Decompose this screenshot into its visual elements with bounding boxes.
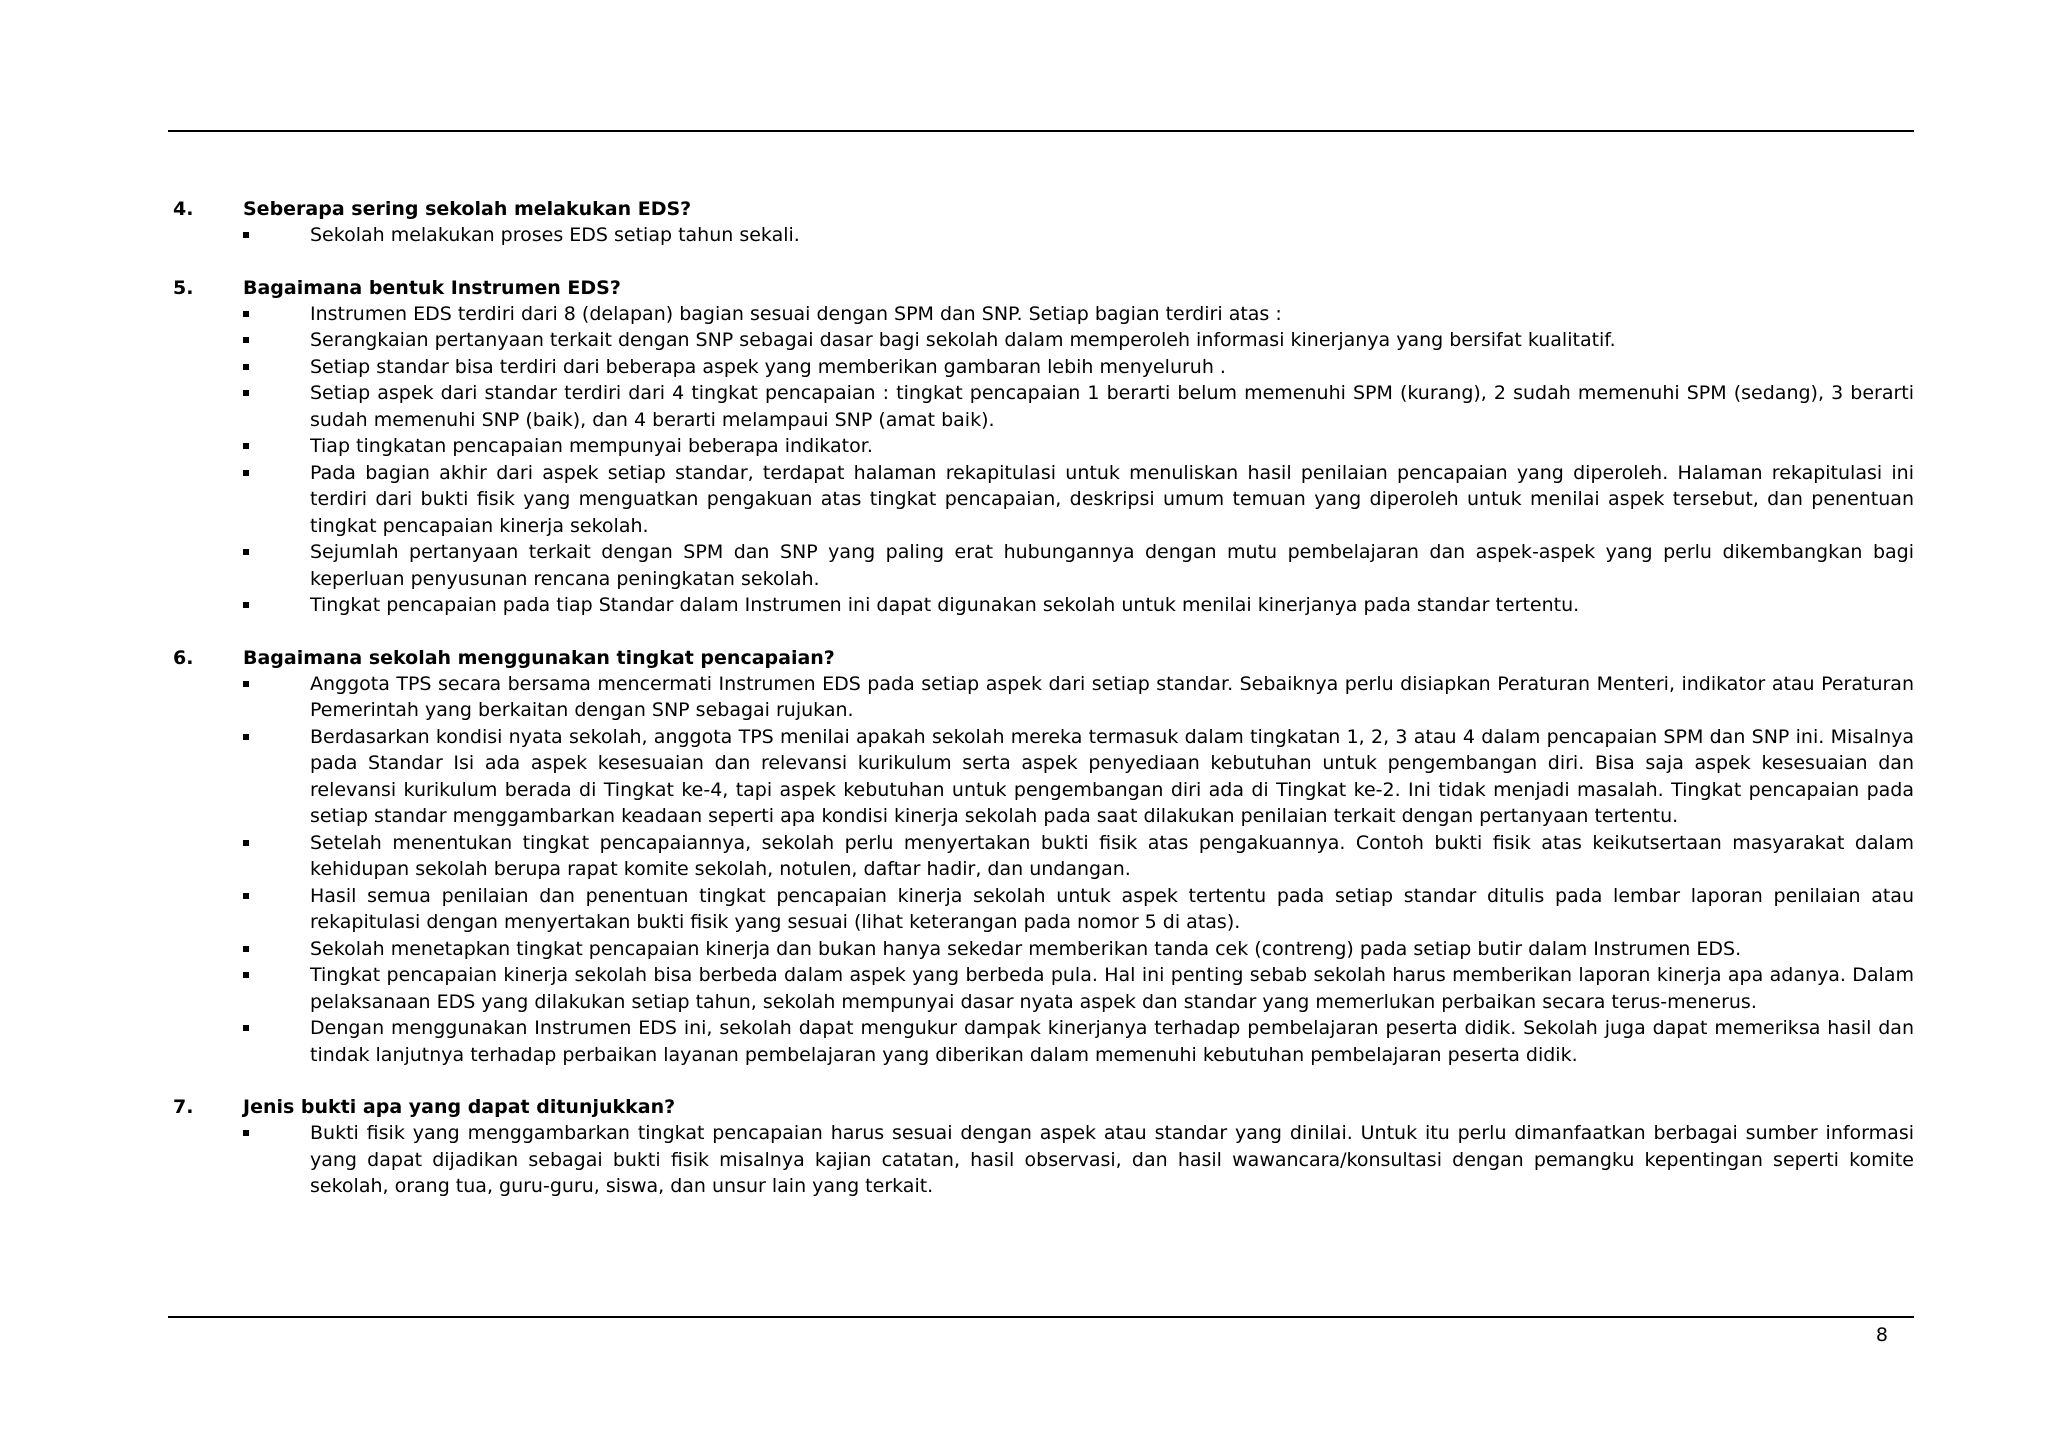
- question-heading: [168, 645, 1914, 671]
- list-item: [168, 962, 1914, 1015]
- square-bullet-icon: [168, 460, 310, 487]
- answer-list: [168, 301, 1914, 619]
- list-item-text: Dengan menggunakan Instrumen EDS ini, sekolah dapat mengukur dampak kinerjanya terhadap pembelajaran peserta didik. Sekolah juga dapat memeriksa hasil dan tindak lanjutnya terhadap perbaikan layanan pembelajaran yang diberikan dalam memenuhi kebutuhan pembelajaran peserta didik.: [310, 1017, 1914, 1066]
- list-item: [168, 724, 1914, 830]
- list-item: [168, 539, 1914, 592]
- question-number: 7.: [173, 1096, 194, 1118]
- list-item-text: Berdasarkan kondisi nyata sekolah, anggota TPS menilai apakah sekolah mereka termasuk dalam tingkatan 1, 2, 3 atau 4 dalam pencapaian SPM dan SNP ini. Misalnya pada Standar Isi ada aspek kesesuaian dan relevansi kurikulum serta aspek penyediaan kebutuhan untuk pengembangan diri. Bisa saja aspek kesesuaian dan relevansi kurikulum berada di Tingkat ke-4, tapi aspek kebutuhan untuk pengembangan diri ada di Tingkat ke-2. Ini tidak menjadi masalah. Tingkat pencapaian pada setiap standar menggambarkan keadaan seperti apa kondisi kinerja sekolah pada saat dilakukan penilaian terkait dengan pertanyaan tertentu.: [310, 725, 1914, 827]
- question-number: 5.: [173, 276, 194, 299]
- list-item: [168, 592, 1914, 619]
- list-item: [168, 1120, 1914, 1200]
- faq-section: [168, 645, 1914, 1069]
- list-item-text: Setelah menentukan tingkat pencapaiannya, sekolah perlu menyertakan bukti fisik atas pengakuannya. Contoh bukti fisik atas keikutsertaan masyarakat dalam kehidupan sekolah berupa rapat komite sekolah, notulen, daftar hadir, dan undangan.: [310, 831, 1914, 880]
- square-bullet-icon: [168, 327, 310, 354]
- list-item-text: Tiap tingkatan pencapaian mempunyai beberapa indikator.: [310, 435, 873, 457]
- square-bullet-icon: [168, 1120, 310, 1147]
- list-item: [168, 301, 1914, 328]
- question-heading: [168, 275, 1914, 301]
- square-bullet-icon: [168, 539, 310, 566]
- square-bullet-icon: [168, 830, 310, 857]
- question-heading: [168, 196, 1914, 222]
- list-item-text: Setiap standar bisa terdiri dari beberapa aspek yang memberikan gambaran lebih menyeluruh .: [310, 355, 1226, 378]
- faq-section: [168, 275, 1914, 619]
- question-title: Seberapa sering sekolah melakukan EDS?: [243, 198, 692, 220]
- list-item-text: Sekolah menetapkan tingkat pencapaian kinerja dan bukan hanya sekedar memberikan tanda cek (contreng) pada setiap butir dalam Instrumen EDS.: [310, 937, 1742, 960]
- question-number: 6.: [173, 646, 194, 669]
- list-item: [168, 883, 1914, 936]
- faq-section: [168, 1094, 1914, 1200]
- list-item-text: Hasil semua penilaian dan penentuan tingkat pencapaian kinerja sekolah untuk aspek tertentu pada setiap standar ditulis pada lembar laporan penilaian atau rekapitulasi dengan menyertakan bukti fisik yang sesuai (lihat keterangan pada nomor 5 di atas).: [310, 884, 1914, 933]
- square-bullet-icon: [168, 962, 310, 989]
- faq-section: [168, 196, 1914, 249]
- list-item-text: Anggota TPS secara bersama mencermati Instrumen EDS pada setiap aspek dari setiap standar. Sebaiknya perlu disiapkan Peraturan Menteri, indikator atau Peraturan Pemerintah yang berkaitan dengan SNP sebagai rujukan.: [310, 672, 1914, 721]
- list-item: [168, 433, 1914, 460]
- list-item: [168, 354, 1914, 381]
- list-item: [168, 460, 1914, 540]
- answer-list: [168, 671, 1914, 1069]
- list-item: [168, 327, 1914, 354]
- question-number: 4.: [173, 198, 194, 220]
- square-bullet-icon: [168, 936, 310, 963]
- list-item: [168, 936, 1914, 963]
- question-heading: [168, 1094, 1914, 1120]
- list-item-text: Instrumen EDS terdiri dari 8 (delapan) bagian sesuai dengan SPM dan SNP. Setiap bagian terdiri atas :: [310, 302, 1282, 325]
- square-bullet-icon: [168, 380, 310, 407]
- question-title: Jenis bukti apa yang dapat ditunjukkan?: [243, 1096, 676, 1118]
- list-item-text: Sejumlah pertanyaan terkait dengan SPM dan SNP yang paling erat hubungannya dengan mutu pembelajaran dan aspek-aspek yang perlu dikembangkan bagi keperluan penyusunan rencana peningkatan sekolah.: [310, 541, 1914, 590]
- square-bullet-icon: [168, 301, 310, 328]
- list-item: [168, 830, 1914, 883]
- list-item-text: Tingkat pencapaian kinerja sekolah bisa berbeda dalam aspek yang berbeda pula. Hal ini penting sebab sekolah harus memberikan laporan kinerja apa adanya. Dalam pelaksanaan EDS yang dilakukan setiap tahun, sekolah mempunyai dasar nyata aspek dan standar yang memerlukan perbaikan secara terus-menerus.: [310, 964, 1914, 1013]
- list-item-text: Pada bagian akhir dari aspek setiap standar, terdapat halaman rekapitulasi untuk menuliskan hasil penilaian pencapaian yang diperoleh. Halaman rekapitulasi ini terdiri dari bukti fisik yang menguatkan pengakuan atas tingkat pencapaian, deskripsi umum temuan yang diperoleh untuk menilai aspek tersebut, dan penentuan tingkat pencapaian kinerja sekolah.: [310, 461, 1914, 537]
- list-item-text: Setiap aspek dari standar terdiri dari 4 tingkat pencapaian : tingkat pencapaian 1 berarti belum memenuhi SPM (kurang), 2 sudah memenuhi SPM (sedang), 3 berarti sudah memenuhi SNP (baik), dan 4 berarti melampaui SNP (amat baik).: [310, 382, 1914, 431]
- list-item-text: Serangkaian pertanyaan terkait dengan SNP sebagai dasar bagi sekolah dalam memperoleh informasi kinerjanya yang bersifat kualitatif.: [310, 329, 1616, 351]
- document-body: [168, 196, 1914, 1226]
- question-title: Bagaimana bentuk Instrumen EDS?: [243, 276, 621, 299]
- square-bullet-icon: [168, 724, 310, 751]
- list-item-text: Bukti fisik yang menggambarkan tingkat pencapaian harus sesuai dengan aspek atau standar yang dinilai. Untuk itu perlu dimanfaatkan berbagai sumber informasi yang dapat dijadikan sebagai bukti fisik misalnya kajian catatan, hasil observasi, dan hasil wawancara/konsultasi dengan pemangku kepentingan seperti komite sekolah, orang tua, guru-guru, siswa, dan unsur lain yang terkait.: [310, 1122, 1914, 1197]
- list-item: [168, 380, 1914, 433]
- question-title: Bagaimana sekolah menggunakan tingkat pencapaian?: [243, 646, 835, 669]
- header-rule: [168, 130, 1914, 132]
- square-bullet-icon: [168, 222, 310, 249]
- square-bullet-icon: [168, 354, 310, 381]
- footer-rule: [168, 1316, 1914, 1318]
- square-bullet-icon: [168, 433, 310, 460]
- square-bullet-icon: [168, 592, 310, 619]
- square-bullet-icon: [168, 671, 310, 698]
- square-bullet-icon: [168, 1015, 310, 1042]
- answer-list: [168, 222, 1914, 249]
- list-item-text: Tingkat pencapaian pada tiap Standar dalam Instrumen ini dapat digunakan sekolah untuk menilai kinerjanya pada standar tertentu.: [310, 594, 1580, 616]
- square-bullet-icon: [168, 883, 310, 910]
- page-number: 8: [1875, 1324, 1888, 1346]
- list-item: [168, 671, 1914, 724]
- list-item: [168, 222, 1914, 249]
- list-item-text: Sekolah melakukan proses EDS setiap tahun sekali.: [310, 224, 800, 246]
- list-item: [168, 1015, 1914, 1068]
- answer-list: [168, 1120, 1914, 1200]
